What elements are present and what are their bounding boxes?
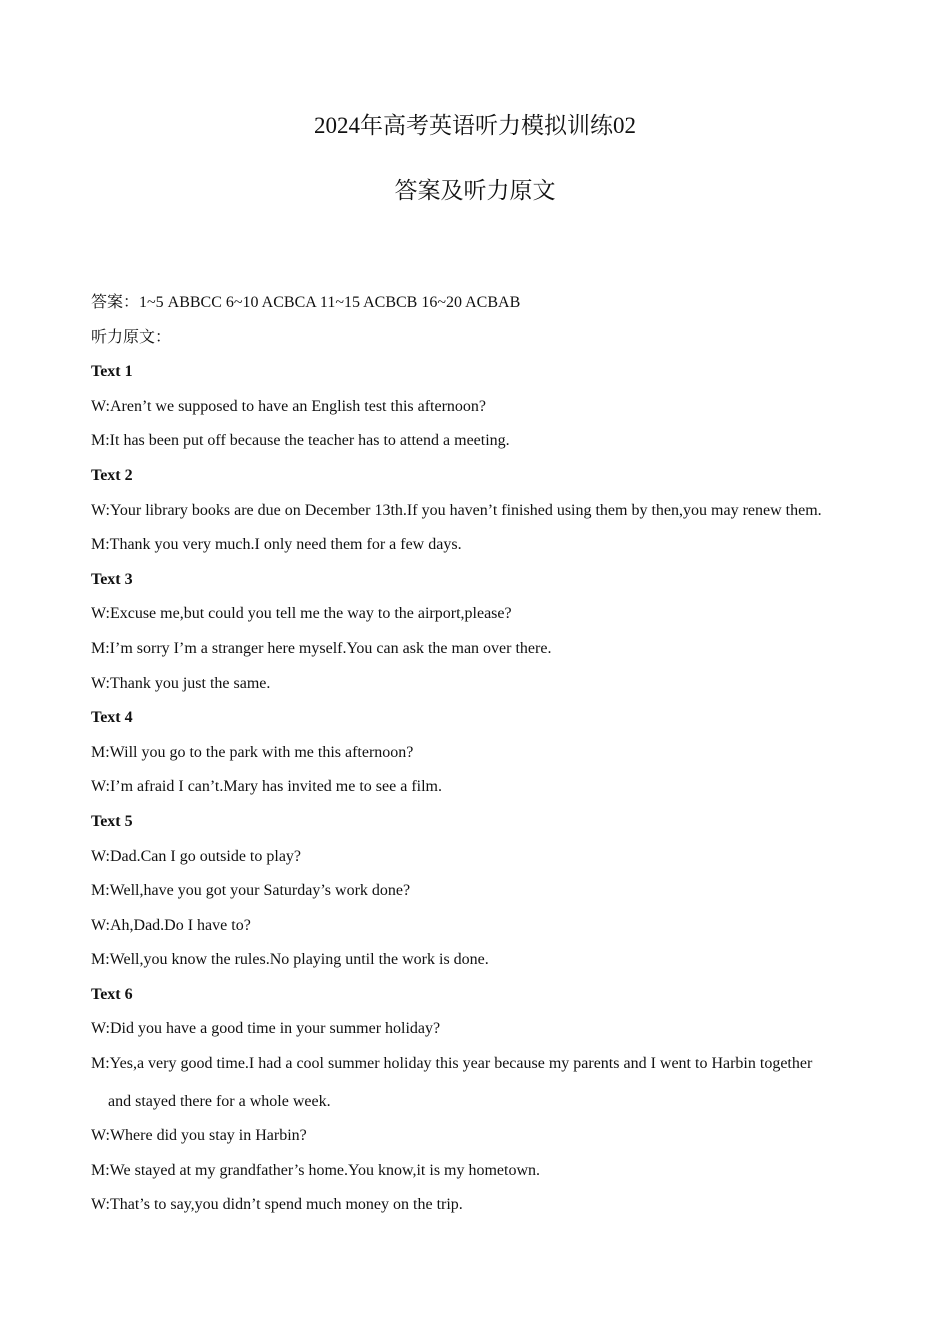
dialogue-line: W:Excuse me,but could you tell me the way to the airport,please? — [91, 605, 512, 623]
dialogue-line: M:Well,you know the rules.No playing until the work is done. — [91, 951, 489, 969]
document-body — [91, 290, 881, 1227]
document-subtitle: 答案及听力原文 — [394, 178, 556, 203]
dialogue-line: W:Thank you just the same. — [91, 674, 271, 692]
dialogue-line: W:I’m afraid I can’t.Mary has invited me to see a film. — [91, 778, 442, 796]
text-heading: Text 5 — [91, 812, 133, 830]
dialogue-line: W:Did you have a good time in your summer holiday? — [91, 1020, 441, 1038]
text-heading: Text 1 — [91, 363, 133, 381]
dialogue-line: W:Ah,Dad.Do I have to? — [91, 916, 251, 934]
text-heading: Text 6 — [91, 985, 133, 1003]
transcript-label: 听力原文： — [91, 328, 172, 346]
text-heading: Text 3 — [91, 570, 133, 588]
document-title: 2024年高考英语听力模拟训练02 — [314, 113, 636, 138]
dialogue-line: W:That’s to say,you didn’t spend much money on the trip. — [91, 1196, 463, 1214]
dialogue-line: M:Well,have you got your Saturday’s work done? — [91, 882, 411, 900]
dialogue-line: M:Thank you very much.I only need them for a few days. — [91, 536, 462, 554]
text-heading: Text 2 — [91, 466, 133, 484]
text-heading: Text 4 — [91, 709, 133, 727]
dialogue-line: W:Your library books are due on December 13th.If you haven’t finished using them by then,you may renew them. — [91, 501, 822, 519]
dialogue-line: M:Will you go to the park with me this afternoon? — [91, 743, 414, 761]
answer-key: 答案：1~5 ABBCC 6~10 ACBCA 11~15 ACBCB 16~20 ACBAB — [91, 294, 521, 311]
dialogue-line: M:Yes,a very good time.I had a cool summer holiday this year because my parents and I went to Harbin together — [91, 1055, 813, 1073]
dialogue-line: W:Aren’t we supposed to have an English test this afternoon? — [91, 397, 487, 415]
dialogue-line: M:We stayed at my grandfather’s home.You know,it is my hometown. — [91, 1161, 541, 1179]
dialogue-line: M:I’m sorry I’m a stranger here myself.You can ask the man over there. — [91, 639, 552, 657]
dialogue-line: W:Where did you stay in Harbin? — [91, 1127, 307, 1145]
dialogue-line: M:It has been put off because the teacher has to attend a meeting. — [91, 432, 510, 450]
dialogue-line: W:Dad.Can I go outside to play? — [91, 847, 302, 865]
dialogue-line-continuation: and stayed there for a whole week. — [108, 1092, 331, 1110]
